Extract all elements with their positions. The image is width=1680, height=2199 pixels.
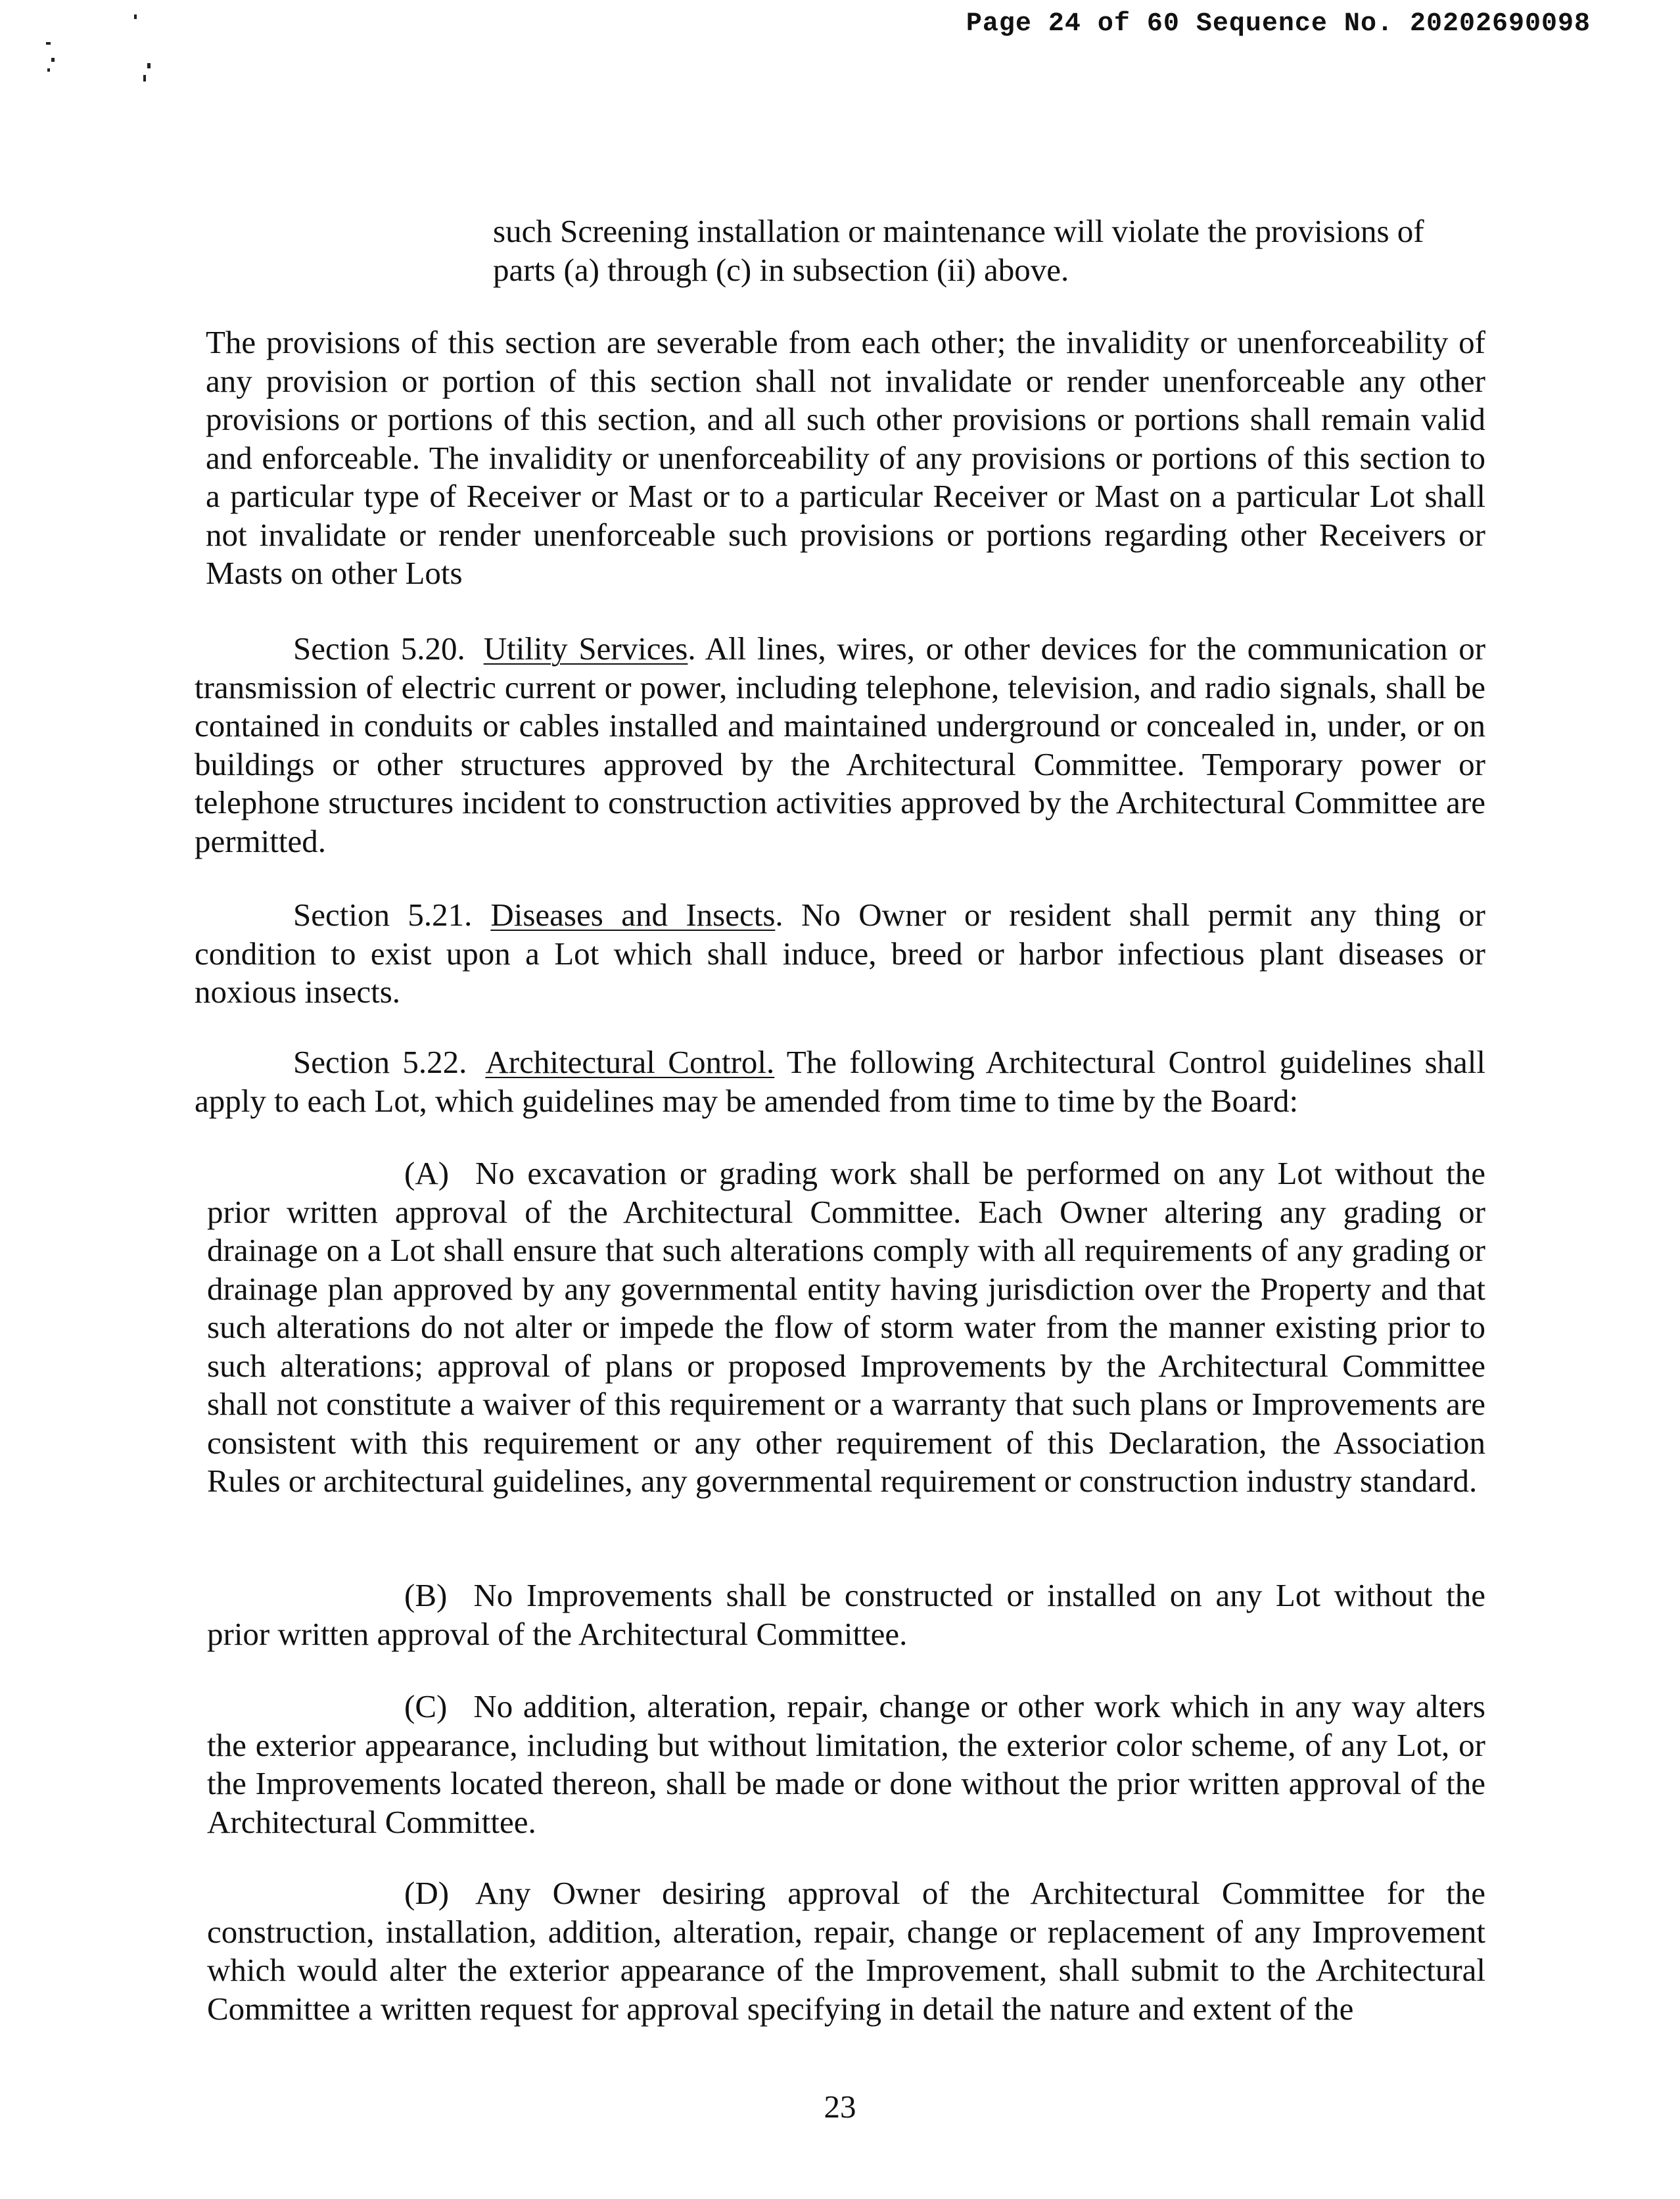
item-text: No Improvements shall be constructed or installed on any Lot without the prior written approval of the Architectural Committee. [207, 1577, 1485, 1652]
title-space [774, 1044, 787, 1080]
item-label: (C) [404, 1688, 448, 1724]
item-label: (B) [404, 1577, 448, 1613]
page-number: 23 [824, 2089, 856, 2125]
section-number: Section 5.22. [293, 1044, 467, 1080]
item-b [207, 1576, 1485, 1653]
section-5-22 [195, 1043, 1485, 1120]
item-d [207, 1874, 1485, 2028]
item-a [207, 1154, 1485, 1501]
title-period: . [688, 630, 705, 667]
section-number: Section 5.21. [293, 897, 473, 933]
item-label: (D) [404, 1875, 450, 1911]
item-text: Any Owner desiring approval of the Architectural Committee for the construction, installation, addition, alteration, repair, change or replacement of any Improvement which would alter the exterior appearance of the Improvement, shall submit to the Architectural Committee a written request for approval specifying in detail the nature and extent of the [207, 1875, 1485, 2027]
section-title: Utility Services [483, 630, 688, 667]
section-text: The following Architectural Control guidelines shall apply to each Lot, which guidelines may be amended from time to time by the Board: [195, 1044, 1485, 1119]
item-label: (A) [404, 1155, 450, 1191]
section-text: All lines, wires, or other devices for the communication or transmission of electric current or power, including telephone, television, and radio signals, shall be contained in conduits or cables installed and maintained underground or concealed in, under, or on buildings or other structures approved by the Architectural Committee. Temporary power or telephone structures incident to construction activities approved by the Architectural Committee are permitted. [195, 630, 1486, 859]
page-sequence-header: Page 24 of 60 Sequence No. 20202690098 [966, 9, 1591, 39]
item-text: No excavation or grading work shall be performed on any Lot without the prior written approval of the Architectural Committee. Each Owner altering any grading or drainage on a Lot shall ensure that such alterations comply with all requirements of any grading or drainage plan approved by any governmental entity having jurisdiction over the Property and that such alterations do not alter or impede the flow of storm water from the manner existing prior to such alterations; approval of plans or proposed Improvements by the Architectural Committee shall not constitute a waiver of this requirement or a warranty that such plans or Improvements are consistent with this requirement or any other requirement of this Declaration, the Association Rules or architectural guidelines, any governmental requirement or construction industry standard. [207, 1155, 1485, 1499]
section-number: Section 5.20. [293, 630, 465, 667]
scan-specks [0, 0, 171, 85]
section-text: No Owner or resident shall permit any thing or condition to exist upon a Lot which shall induce, breed or harbor infectious plant diseases or noxious insects. [195, 897, 1485, 1010]
title-period: . [775, 897, 802, 933]
item-c [207, 1688, 1485, 1841]
section-title: Diseases and Insects [490, 897, 776, 933]
continuation-paragraph: such Screening installation or maintenance will violate the provisions of parts (a) through (c) in subsection (ii) above. [493, 213, 1424, 288]
section-5-21 [195, 896, 1485, 1012]
severability-paragraph: The provisions of this section are severable from each other; the invalidity or unenforceability of any provision or portion of this section shall not invalidate or render unenforceable any other provisions or portions of this section, and all such other provisions or portions shall remain valid and enforceable. The invalidity or unenforceability of any provisions or portions of this section to a particular type of Receiver or Mast or to a particular Receiver or Mast on a particular Lot shall not invalidate or render unenforceable such provisions or portions regarding other Receivers or Masts on other Lots [206, 324, 1485, 591]
section-title: Architectural Control. [485, 1044, 775, 1080]
section-5-20 [195, 630, 1485, 861]
item-text: No addition, alteration, repair, change or other work which in any way alters the exterior appearance, including but without limitation, the exterior color scheme, of any Lot, or the Improvements located thereon, shall be made or done without the prior written approval of the Architectural Committee. [207, 1688, 1485, 1840]
